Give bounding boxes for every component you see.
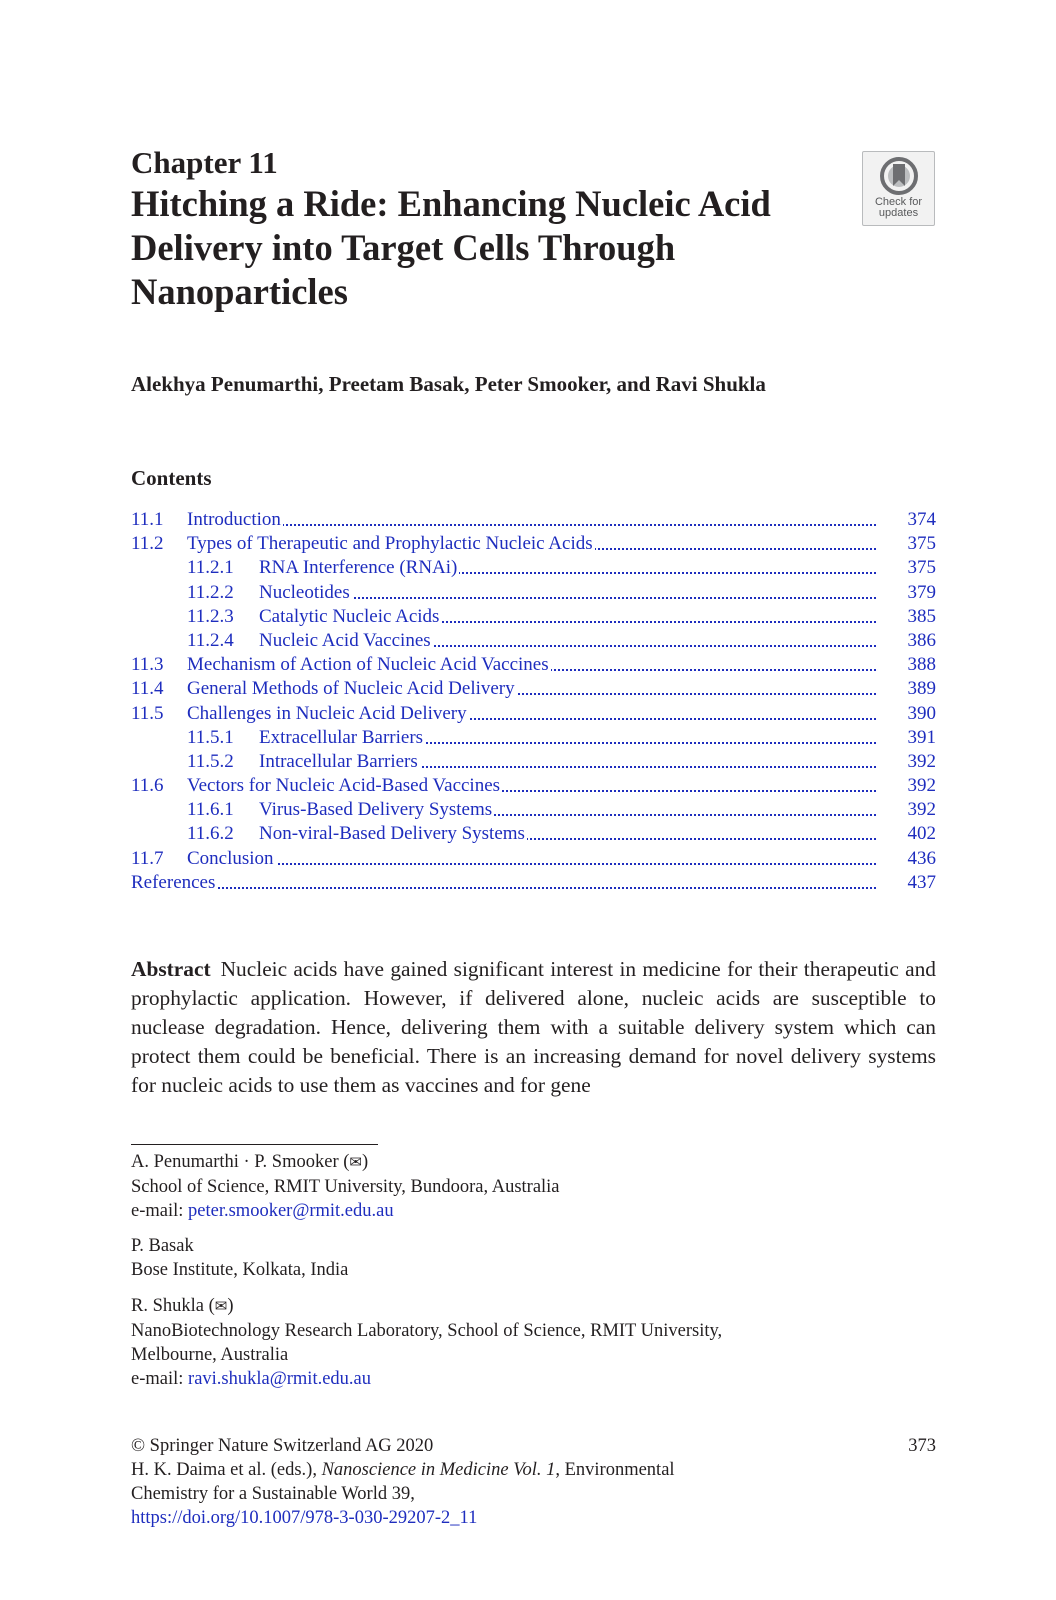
envelope-icon: ✉: [214, 1299, 228, 1315]
toc-entry-page: 389: [907, 678, 936, 700]
toc-entry[interactable]: [131, 847, 936, 871]
series: Chemistry for a Sustainable World 39,: [131, 1484, 415, 1504]
affiliation-names: R. Shukla (✉): [131, 1294, 722, 1319]
toc-entry-page: 436: [907, 847, 936, 869]
toc-entry[interactable]: [131, 822, 936, 846]
publication-footer: [131, 1434, 675, 1530]
copyright: © Springer Nature Switzerland AG 2020: [131, 1436, 434, 1456]
author-list: Alekhya Penumarthi, Preetam Basak, Peter Smooker, and Ravi Shukla: [131, 372, 766, 396]
page: [131, 0, 936, 1600]
toc-entry-number: 11.1: [131, 509, 164, 530]
toc-entry[interactable]: [131, 871, 936, 895]
affiliation-names: P. Basak: [131, 1236, 194, 1256]
abstract: [131, 955, 936, 1100]
toc-entry-number: 11.6.2: [187, 823, 234, 845]
toc-entry-page: 374: [907, 509, 936, 530]
chapter-title-line: Hitching a Ride: Enhancing Nucleic Acid: [131, 183, 771, 224]
chapter-label: Chapter 11: [131, 145, 278, 180]
toc-entry-page: 386: [907, 629, 936, 651]
affiliation-email-line: e-mail: peter.smooker@rmit.edu.au: [131, 1201, 394, 1221]
toc-entry[interactable]: [131, 508, 936, 532]
toc-entry-page: 392: [907, 799, 936, 821]
toc-entry-number: 11.5: [131, 702, 164, 724]
toc-entry[interactable]: [131, 702, 936, 726]
toc-entry-title: Nucleic Acid Vaccines: [259, 629, 876, 653]
chapter-title-line: Delivery into Target Cells Through: [131, 227, 676, 268]
toc-entry[interactable]: [131, 774, 936, 798]
affiliation-institution: Bose Institute, Kolkata, India: [131, 1260, 349, 1280]
toc-entry-page: 402: [907, 823, 936, 845]
affiliation-email-line: e-mail: ravi.shukla@rmit.edu.au: [131, 1369, 372, 1389]
envelope-icon: ✉: [349, 1155, 362, 1171]
chapter-title-line: Nanoparticles: [131, 271, 348, 312]
toc-entry-title: Mechanism of Action of Nucleic Acid Vaccines: [187, 653, 876, 677]
toc-entry[interactable]: [131, 629, 936, 653]
toc-entry-title: Vectors for Nucleic Acid-Based Vaccines: [187, 774, 876, 798]
toc-entry-title: References: [131, 871, 876, 895]
toc-entry-title: Non-viral-Based Delivery Systems: [259, 822, 876, 846]
doi-link[interactable]: https://doi.org/10.1007/978-3-030-29207-2_11: [131, 1508, 478, 1528]
toc-entry[interactable]: [131, 556, 936, 580]
table-of-contents: [131, 508, 936, 895]
toc-entry-title: Extracellular Barriers: [259, 726, 876, 750]
toc-entry-number: 11.5.1: [187, 726, 234, 748]
toc-entry-title: General Methods of Nucleic Acid Delivery: [187, 677, 876, 701]
toc-entry-number: 11.6.1: [187, 799, 234, 821]
toc-entry-title: RNA Interference (RNAi): [259, 556, 876, 580]
toc-leader-dots: [187, 863, 876, 865]
toc-entry-number: 11.7: [131, 847, 164, 869]
affiliation-names: A. Penumarthi · P. Smooker (✉): [131, 1150, 560, 1175]
toc-entry-title: Types of Therapeutic and Prophylactic Nucleic Acids: [187, 532, 876, 556]
toc-entry-title: Introduction: [187, 508, 876, 532]
affiliation-institution: Melbourne, Australia: [131, 1345, 289, 1365]
toc-entry-page: 437: [907, 871, 936, 893]
toc-entry-number: 11.2.4: [187, 629, 234, 651]
affiliation-institution: School of Science, RMIT University, Bundoora, Australia: [131, 1177, 560, 1197]
toc-entry-title: Virus-Based Delivery Systems: [259, 798, 876, 822]
toc-entry-page: 392: [907, 750, 936, 772]
badge-label: Check for updates: [874, 196, 923, 219]
toc-entry[interactable]: [131, 581, 936, 605]
toc-entry-number: 11.2.3: [187, 605, 234, 627]
toc-entry-title: Intracellular Barriers: [259, 750, 876, 774]
toc-entry[interactable]: [131, 653, 936, 677]
contents-heading: Contents: [131, 466, 212, 490]
toc-entry-title: Conclusion: [187, 847, 876, 871]
toc-entry-page: 375: [907, 557, 936, 579]
affiliation-block: [131, 1150, 560, 1223]
toc-entry-title: Nucleotides: [259, 581, 876, 605]
chapter-title: [131, 182, 831, 314]
email-link[interactable]: peter.smooker@rmit.edu.au: [188, 1201, 394, 1221]
check-for-updates-badge[interactable]: [862, 151, 935, 226]
toc-entry-number: 11.3: [131, 654, 164, 676]
toc-entry-number: 11.2: [131, 533, 164, 555]
bookmark-ring-icon: [879, 156, 919, 196]
abstract-text: Nucleic acids have gained significant interest in medicine for their therapeutic and prophylactic application. However, if delivered alone, nucleic acids are susceptible to nuclease degradation. Hence, delivering them with a suitable delivery system which can protect them could be beneficial. There is an increasing demand for novel delivery systems for nucleic acids to use them as vaccines and for gene: [131, 957, 936, 1097]
affiliation-institution: NanoBiotechnology Research Laboratory, School of Science, RMIT University,: [131, 1321, 723, 1341]
toc-entry-number: 11.6: [131, 775, 164, 797]
toc-entry-number: 11.5.2: [187, 750, 234, 772]
page-number: 373: [908, 1436, 936, 1456]
toc-entry-title: Challenges in Nucleic Acid Delivery: [187, 702, 876, 726]
toc-entry-number: 11.2.1: [187, 557, 234, 579]
toc-entry[interactable]: [131, 798, 936, 822]
toc-entry-page: 379: [907, 581, 936, 603]
toc-entry[interactable]: [131, 750, 936, 774]
toc-entry-page: 385: [907, 605, 936, 627]
affiliation-block: [131, 1294, 722, 1391]
toc-entry[interactable]: [131, 677, 936, 701]
toc-entry[interactable]: [131, 726, 936, 750]
email-link[interactable]: ravi.shukla@rmit.edu.au: [188, 1369, 372, 1389]
toc-entry[interactable]: [131, 605, 936, 629]
toc-entry-page: 390: [907, 702, 936, 724]
toc-entry-number: 11.2.2: [187, 581, 234, 603]
toc-entry-page: 392: [907, 775, 936, 797]
abstract-label: Abstract: [131, 957, 211, 981]
toc-leader-dots: [187, 524, 876, 526]
toc-entry[interactable]: [131, 532, 936, 556]
toc-entry-page: 375: [907, 533, 936, 555]
toc-entry-title: Catalytic Nucleic Acids: [259, 605, 876, 629]
citation: H. K. Daima et al. (eds.), Nanoscience in Medicine Vol. 1, Environmental: [131, 1460, 675, 1480]
toc-entry-page: 388: [907, 654, 936, 676]
footnote-rule: [131, 1144, 378, 1145]
toc-entry-number: 11.4: [131, 678, 164, 700]
toc-leader-dots: [131, 887, 876, 889]
affiliation-block: [131, 1234, 348, 1282]
toc-entry-page: 391: [907, 726, 936, 748]
